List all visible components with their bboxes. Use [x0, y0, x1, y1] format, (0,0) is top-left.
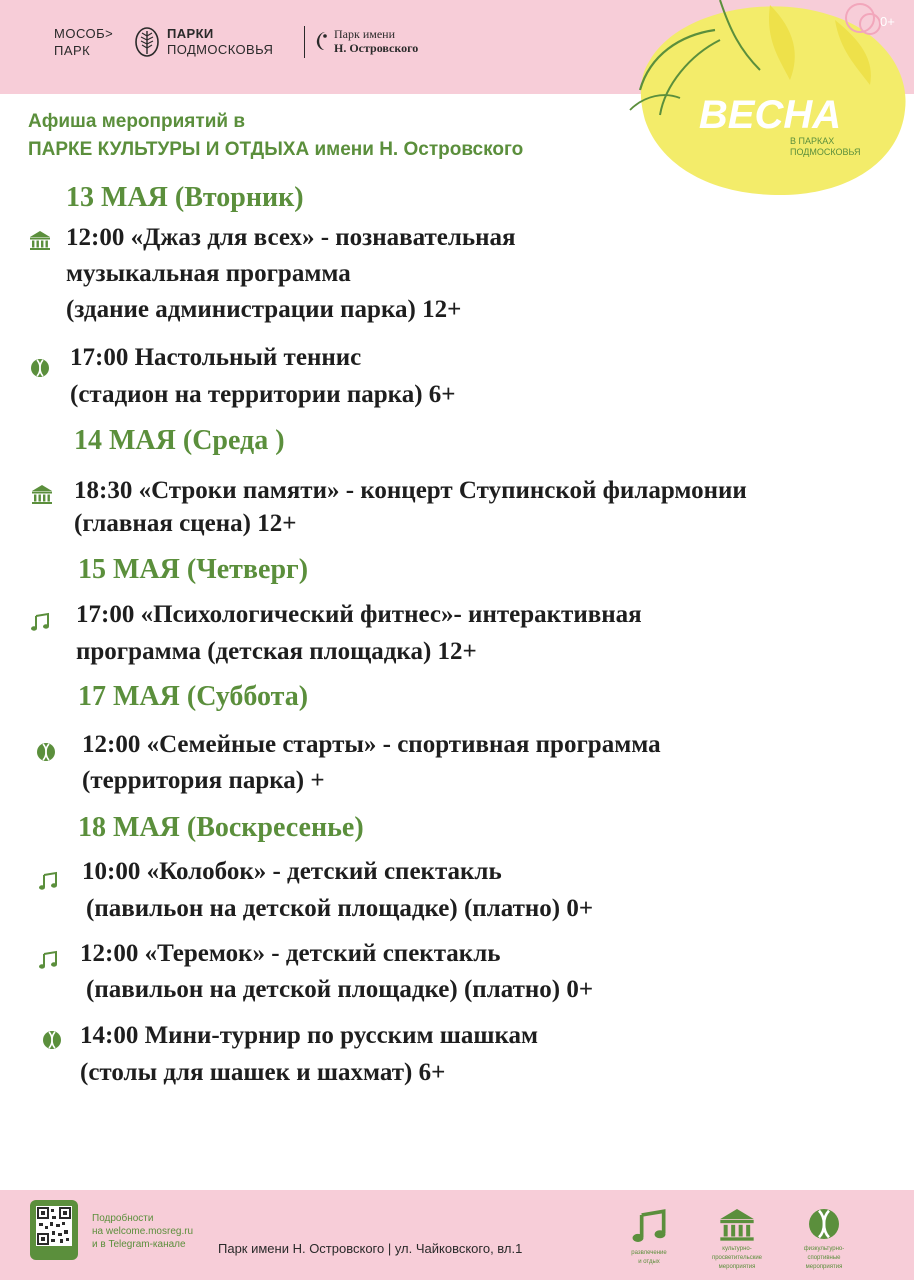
- logo-divider: [304, 26, 305, 58]
- poster-title-line1: Афиша мероприятий в: [28, 111, 246, 132]
- event-2-line2: (стадион на территории парка) 6+: [70, 381, 456, 408]
- sport-icon: [804, 1204, 844, 1244]
- parki-podmoskovya-logo: [133, 24, 273, 60]
- vesna-badge: [620, 0, 914, 200]
- footer-info-line2[interactable]: на welcome.mosreg.ru: [92, 1226, 194, 1237]
- date-heading-14: 14 МАЯ (Среда ): [74, 425, 285, 456]
- event-4-line2: программа (детская площадка) 12+: [76, 638, 477, 665]
- event-6-line2: (павильон на детской площадке) (платно) 0+: [86, 895, 594, 922]
- park-line1: Парк имени: [334, 27, 396, 41]
- event-7-line1: 12:00 «Теремок» - детский спектакль: [80, 940, 501, 967]
- event-2-line1: 17:00 Настольный теннис: [70, 344, 362, 371]
- legend-sport-line1: физкультурно-: [803, 1246, 845, 1252]
- mosobpark-logo: [54, 25, 113, 59]
- event-8-line1: 14:00 Мини-турнир по русским шашкам: [80, 1022, 539, 1049]
- footer-info-line3: и в Telegram-канале: [92, 1239, 186, 1250]
- event-8-line2: (столы для шашек и шахмат) 6+: [80, 1059, 446, 1086]
- vesna-sub2: ПОДМОСКОВЬЯ: [790, 147, 861, 157]
- event-4-line1: 17:00 «Психологический фитнес»- интерактивная: [76, 601, 642, 628]
- legend-entertainment-line2: и отдых: [638, 1259, 660, 1265]
- music-note-icon: [36, 948, 60, 972]
- park-line2: Н. Островского: [334, 41, 419, 55]
- legend-entertainment-line1: развлечение: [631, 1250, 667, 1256]
- mosob-line2: ПАРК: [54, 43, 91, 58]
- age-rating: 0+: [880, 14, 895, 29]
- mosob-line1: МОСОБ>: [54, 26, 114, 41]
- leaf-logo-icon: [133, 26, 161, 58]
- event-1-line1: 12:00 «Джаз для всех» - познавательная: [66, 224, 516, 251]
- footer-info-line1: Подробности: [92, 1213, 154, 1224]
- sport-icon: [28, 356, 52, 380]
- music-note-icon: [36, 869, 60, 893]
- footer-address: Парк имени Н. Островского | ул. Чайковского, вл.1: [218, 1241, 523, 1256]
- date-heading-18: 18 МАЯ (Воскресенье): [78, 812, 364, 843]
- museum-icon: [28, 228, 52, 252]
- event-7-line2: (павильон на детской площадке) (платно) 0+: [86, 976, 594, 1003]
- legend-culture: [697, 1204, 777, 1271]
- park-ostrovsky-logo: [314, 26, 418, 56]
- vesna-sub1: В ПАРКАХ: [790, 136, 835, 146]
- museum-icon: [717, 1204, 757, 1244]
- sport-icon: [40, 1028, 64, 1052]
- date-heading-13: 13 МАЯ (Вторник): [66, 182, 304, 213]
- legend-entertainment: [609, 1204, 689, 1266]
- event-1-line2: музыкальная программа: [66, 260, 351, 287]
- legend-culture-line3: мероприятия: [718, 1264, 756, 1270]
- legend-sport-line2: спортивные: [807, 1255, 841, 1261]
- event-3-line2: (главная сцена) 12+: [74, 510, 297, 537]
- legend-sport: [784, 1204, 864, 1271]
- sport-icon: [34, 740, 58, 764]
- event-5-line1: 12:00 «Семейные старты» - спортивная программа: [82, 731, 661, 758]
- event-6-line1: 10:00 «Колобок» - детский спектакль: [82, 858, 502, 885]
- event-3-line1: 18:30 «Строки памяти» - концерт Ступинской филармонии: [74, 477, 747, 504]
- qr-code-icon: [36, 1206, 72, 1254]
- music-note-icon: [627, 1204, 671, 1248]
- park-mark-icon: [314, 26, 330, 56]
- poster-title: [28, 108, 628, 164]
- legend-culture-line2: просветительские: [711, 1255, 763, 1261]
- parki-line1: ПАРКИ: [167, 26, 214, 41]
- vesna-title: ВЕСНА: [698, 93, 842, 137]
- legend-culture-line1: культурно-: [722, 1246, 752, 1252]
- event-5-line2: (территория парка) +: [82, 767, 325, 794]
- date-heading-15: 15 МАЯ (Четверг): [78, 554, 309, 585]
- footer-info: [92, 1212, 193, 1251]
- poster-title-line2: ПАРКЕ КУЛЬТУРЫ И ОТДЫХА имени Н. Островского: [28, 139, 524, 160]
- qr-code[interactable]: [30, 1200, 78, 1260]
- museum-icon: [30, 482, 54, 506]
- event-1-line3: (здание администрации парка) 12+: [66, 296, 462, 323]
- parki-line2: ПОДМОСКОВЬЯ: [167, 42, 274, 57]
- date-heading-17: 17 МАЯ (Суббота): [78, 681, 309, 712]
- legend-sport-line3: мероприятия: [805, 1264, 843, 1270]
- music-note-icon: [28, 610, 52, 634]
